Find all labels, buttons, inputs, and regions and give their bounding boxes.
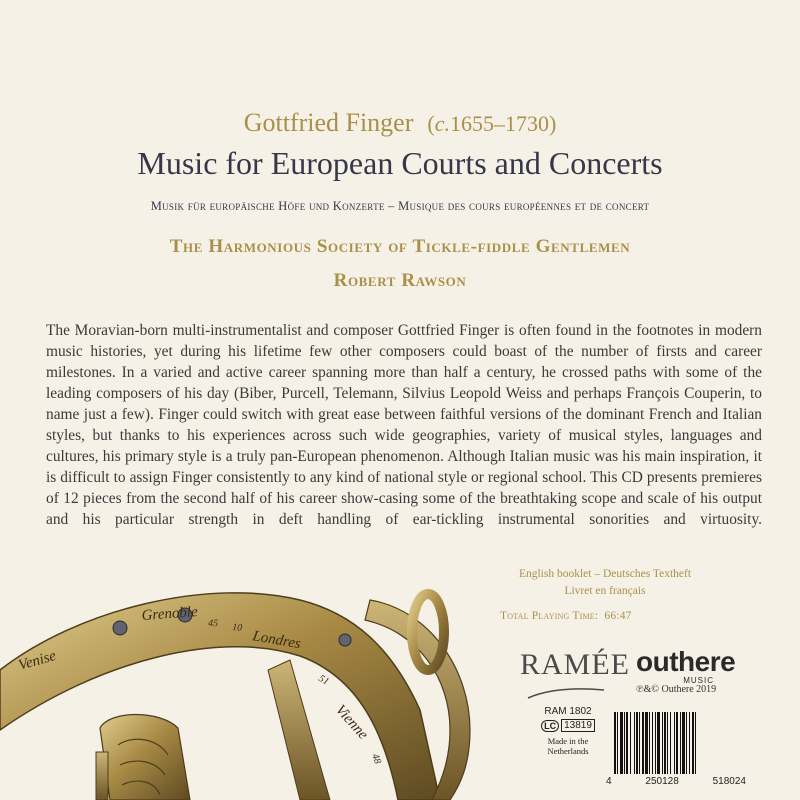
lc-mark-icon: LC bbox=[541, 720, 559, 732]
barcode-digit-prefix: 4 bbox=[606, 776, 612, 787]
playing-time-label: Total Playing Time: bbox=[500, 610, 599, 622]
booklet-line-1: English booklet – Deutsches Textheft bbox=[518, 568, 692, 580]
composer-dates: (c.1655–1730) bbox=[427, 111, 557, 136]
engraving-londres: Londres bbox=[251, 628, 302, 653]
barcode-digit-group-1: 250128 bbox=[645, 776, 679, 787]
barcode-bar bbox=[645, 712, 648, 774]
outhere-wordmark: outhere bbox=[636, 646, 736, 677]
barcode-bar bbox=[617, 712, 618, 774]
barcode-bar bbox=[682, 712, 685, 774]
composer-line bbox=[0, 108, 800, 138]
barcode-bar bbox=[649, 712, 650, 774]
barcode-bar bbox=[657, 712, 660, 774]
barcode-bar bbox=[624, 712, 625, 774]
playing-time-value: 66:47 bbox=[604, 610, 632, 622]
brass-sundial-image bbox=[0, 560, 520, 800]
engraving-venise: Venise bbox=[16, 647, 58, 674]
playing-time bbox=[500, 610, 740, 622]
director-name: Robert Rawson bbox=[333, 270, 467, 291]
album-subtitle: Musik für europäische Höfe und Konzerte – Musique des cours européennes et de concert bbox=[150, 199, 650, 213]
catalog-number: RAM 1802 bbox=[544, 706, 592, 717]
barcode-digit-group-2: 518024 bbox=[712, 776, 746, 787]
barcode-bar bbox=[692, 712, 694, 774]
barcode-bar bbox=[636, 712, 638, 774]
engraving-48: 48 bbox=[369, 752, 383, 766]
barcode-bar bbox=[674, 712, 675, 774]
barcode-bar bbox=[670, 712, 671, 774]
barcode-bar bbox=[642, 712, 644, 774]
barcode-bar bbox=[664, 712, 666, 774]
composer-name: Gottfried Finger bbox=[243, 108, 414, 137]
ensemble-name: The Harmonious Society of Tickle-fiddle Gentlemen bbox=[169, 236, 631, 257]
lc-code: 13819 bbox=[561, 719, 595, 732]
barcode-bar bbox=[655, 712, 656, 774]
engraving-45: 45 bbox=[207, 618, 219, 630]
barcode-bar bbox=[630, 712, 631, 774]
barcode-bar bbox=[676, 712, 678, 774]
barcode-bar bbox=[667, 712, 668, 774]
barcode-bar bbox=[686, 712, 687, 774]
outhere-music: MUSIC bbox=[683, 676, 714, 685]
ramee-swoosh-icon bbox=[526, 686, 606, 700]
barcode-bar bbox=[634, 712, 635, 774]
ramee-logo bbox=[520, 648, 630, 682]
made-in-text: Made in the Netherlands bbox=[547, 736, 589, 756]
copyright-notice: ℗&© Outhere 2019 bbox=[636, 684, 717, 695]
engraving-51: 51 bbox=[316, 673, 331, 688]
dates-prefix: c. bbox=[434, 111, 450, 136]
album-title: Music for European Courts and Concerts bbox=[137, 145, 663, 181]
barcode-bar bbox=[652, 712, 653, 774]
engraving-vienne: Vienne bbox=[332, 701, 372, 743]
barcode-bar bbox=[639, 712, 640, 774]
barcode-bar bbox=[680, 712, 681, 774]
barcode-bar bbox=[662, 712, 663, 774]
ramee-wordmark: RAMÉE bbox=[520, 648, 630, 681]
engraving-10: 10 bbox=[231, 622, 243, 634]
label-code bbox=[538, 719, 598, 732]
dates-range: 1655–1730 bbox=[449, 111, 549, 136]
barcode-bar bbox=[620, 712, 623, 774]
description-text bbox=[46, 320, 762, 530]
barcode-bar bbox=[689, 712, 690, 774]
description-body: The Moravian-born multi-instrumentalist and composer Gottfried Finger is often found in the footnotes in modern music histories, yet during his lifetime few other composers could boast of the number of firsts and career milestones. In a varied and active career spanning more than half a century, he crossed paths with some of the leading composers of his day (Biber, Purcell, Telemann, Silvius Leopold Weiss and perhaps François Couperin, to name just a few). Finger could switch with great ease between faithful versions of the dominant French and Italian styles, but thanks to his experiences across such wide geographies, variety of musical styles, languages and cultures, his primary style is a truly pan-European phenomenon. Although Italian music was his main inspiration, it is difficult to assign Finger consistently to any kind of national style or regional school. This CD presents premieres of 12 pieces from the second half of his career show-casing some of the breathtaking scope and scale of his bbox=[46, 322, 762, 507]
engraving-grenoble: Grenoble bbox=[141, 604, 199, 624]
barcode-bar bbox=[614, 712, 616, 774]
barcode bbox=[610, 712, 746, 776]
outhere-logo bbox=[636, 646, 736, 685]
booklet-line-2: Livret en français bbox=[564, 585, 646, 597]
barcode-bar bbox=[695, 712, 696, 774]
barcode-bar bbox=[626, 712, 628, 774]
catalog-block bbox=[538, 706, 598, 756]
booklet-languages bbox=[500, 566, 710, 600]
barcode-digits bbox=[606, 776, 746, 787]
description-last-line: output and his particular strength in deft handling of ear-tickling instrumental sonorities and virtuosity. bbox=[46, 490, 762, 528]
